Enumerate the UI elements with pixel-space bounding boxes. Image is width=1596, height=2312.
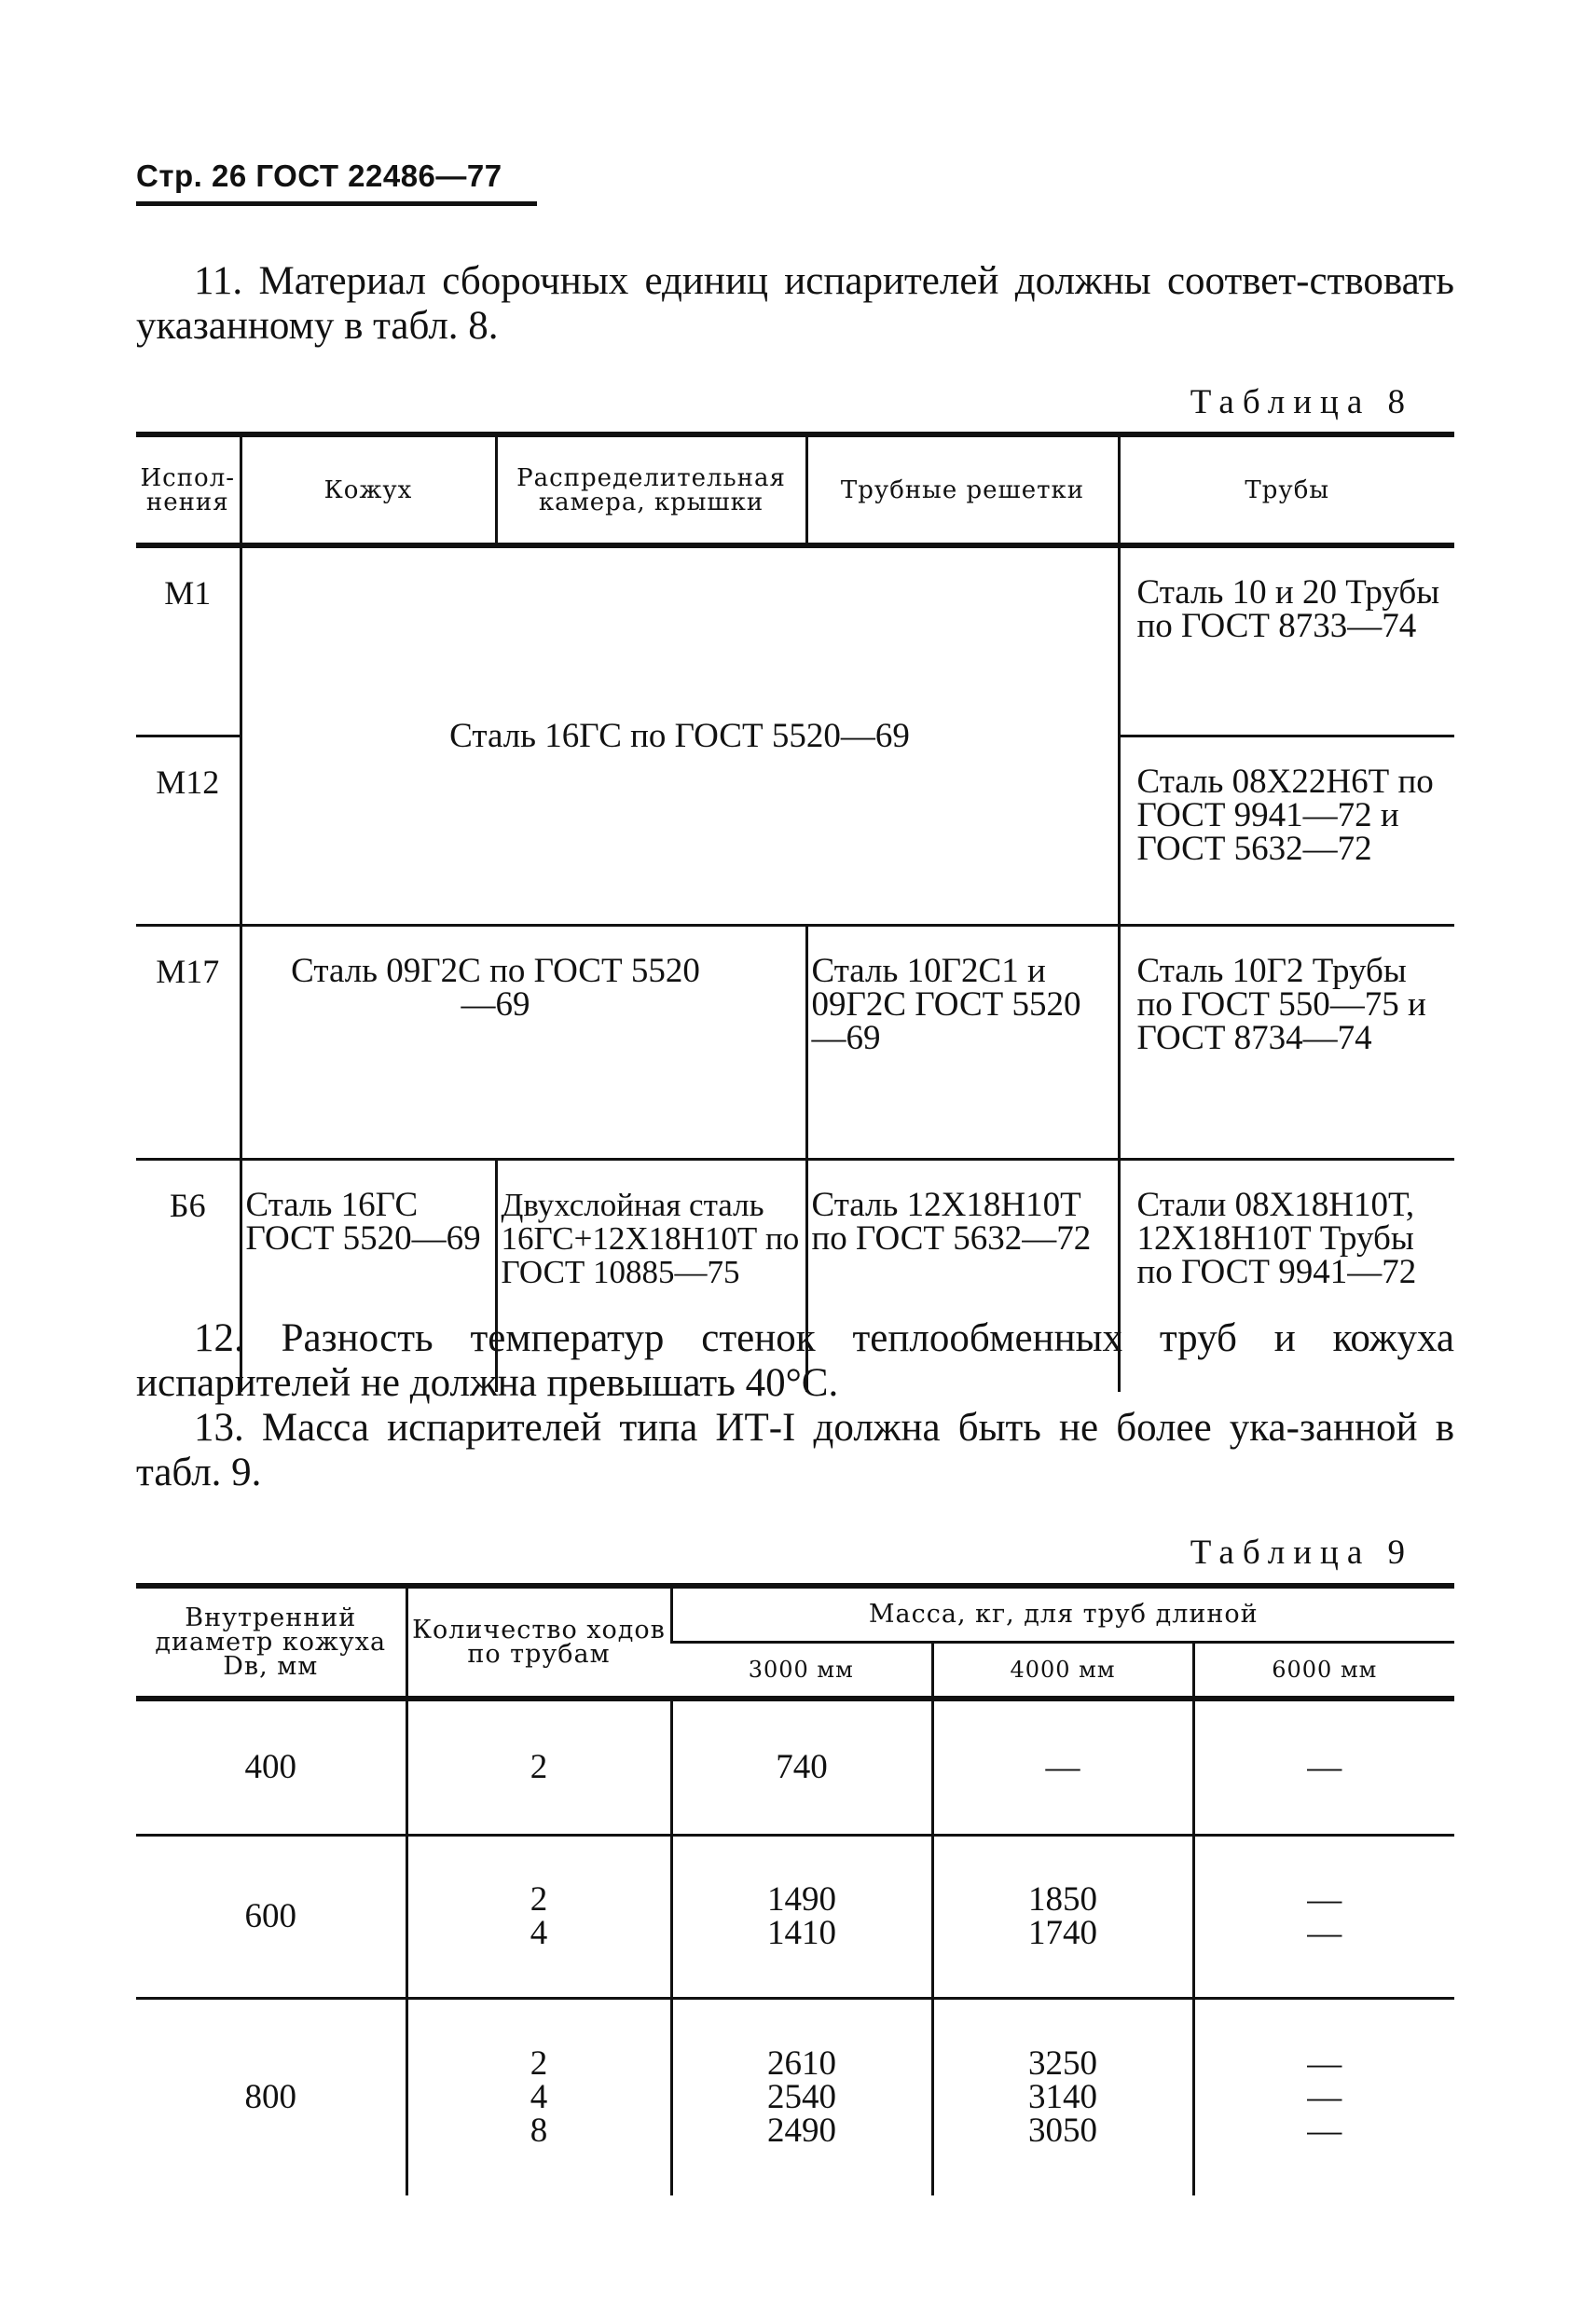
table8-header-shell: Кожух [241, 434, 496, 545]
table9-header-3000: 3000 мм [671, 1643, 932, 1700]
paragraph-13: 13. Масса испарителей типа ИТ-I должна быть не более ука-занной в табл. 9. [136, 1406, 1454, 1494]
table8-header-row [136, 434, 1454, 545]
table9-m3000-600 [671, 1836, 932, 1999]
table9-value: 3140 [1028, 2078, 1097, 2116]
paragraph-11: 11. Материал сборочных единиц испарителей должны соответ-ствовать указанному в табл. 8. [136, 259, 1454, 348]
table8-shell-chamber-m17: Сталь 09Г2С по ГОСТ 5520—69 [241, 926, 806, 1160]
table9-header-passes: Количество ходов по трубам [406, 1586, 671, 1699]
table8-merged-m1-m12: Сталь 16ГС по ГОСТ 5520—69 [241, 545, 1119, 926]
table9-value: — [1307, 2112, 1342, 2150]
table9-value: 8 [530, 2112, 548, 2150]
table9-header-4000: 4000 мм [932, 1643, 1193, 1700]
table8-tube-sheets-m17: Сталь 10Г2С1 и 09Г2С ГОСТ 5520—69 [806, 926, 1119, 1160]
table9-row-400 [136, 1699, 1454, 1836]
table8-code-m1: М1 [164, 574, 212, 612]
table8-tubes-b6: Стали 08Х18Н10Т, 12Х18Н10Т Трубы по ГОСТ 9941—72 [1119, 1160, 1454, 1393]
table-9 [136, 1583, 1454, 2195]
table9-value: 1490 [767, 1880, 836, 1919]
table9-m4000-400 [932, 1699, 1193, 1836]
table8-code-m17: М17 [136, 926, 241, 1160]
page-header [136, 158, 537, 206]
table9-diameter-400: 400 [136, 1699, 406, 1836]
table8-chamber-b6: Двухслойная сталь 16ГС+12Х18Н10Т по ГОСТ 10885—75 [496, 1160, 806, 1393]
table-8 [136, 432, 1454, 1392]
table9-m6000-400 [1193, 1699, 1454, 1836]
table9-m4000-800 [932, 1999, 1193, 2196]
table9-m3000-800 [671, 1999, 932, 2196]
table9-value: 4 [530, 2078, 548, 2116]
table8-header-chamber: Распределительная камера, крышки [496, 434, 806, 545]
table8-code-b6: Б6 [136, 1160, 241, 1393]
table9-value: 1740 [1028, 1914, 1097, 1952]
table9-header-6000: 6000 мм [1193, 1643, 1454, 1700]
table9-value: 1410 [767, 1914, 836, 1952]
table8-code-m12: М12 [136, 736, 241, 926]
table9-value: — [1307, 1914, 1342, 1952]
table9-m6000-600 [1193, 1836, 1454, 1999]
table9-header-diameter-unit: Dв, мм [223, 1651, 319, 1681]
table9-value: 2 [530, 1880, 548, 1919]
table9-value: 2540 [767, 2078, 836, 2116]
table9-value: 3050 [1028, 2112, 1097, 2150]
table8-header-tube-sheets: Трубные решетки [806, 434, 1119, 545]
table8-tubes-m1: Сталь 10 и 20 Трубы по ГОСТ 8733—74 [1119, 545, 1454, 736]
header-rule [136, 201, 537, 206]
table9-header-diameter-label: Внутренний диаметр кожуха [155, 1603, 387, 1657]
table9-passes-800 [406, 1999, 671, 2196]
table9-value: 2 [530, 1748, 548, 1786]
table9-value: — [1307, 1748, 1342, 1786]
table8-tubes-m12: Сталь 08Х22Н6Т по ГОСТ 9941—72 и ГОСТ 5632—72 [1119, 736, 1454, 926]
table9-value: 2 [530, 2044, 548, 2083]
table9-value: 3250 [1028, 2044, 1097, 2083]
table9-m3000-400 [671, 1699, 932, 1836]
table9-value: — [1045, 1748, 1080, 1786]
table9-row-800 [136, 1999, 1454, 2196]
table9-value: 740 [776, 1748, 828, 1786]
page-header-text: Стр. 26 ГОСТ 22486—77 [136, 158, 502, 193]
table9-row-600 [136, 1836, 1454, 1999]
paragraph-12: 12. Разность температур стенок теплообменных труб и кожуха испарителей не должна превышать 40°С. [136, 1316, 1454, 1405]
table8-caption: Таблица 8 [1190, 383, 1413, 421]
table9-m6000-800 [1193, 1999, 1454, 2196]
table8-tubes-m17: Сталь 10Г2 Трубы по ГОСТ 550—75 и ГОСТ 8734—74 [1119, 926, 1454, 1160]
table9-diameter-600: 600 [136, 1836, 406, 1999]
table9-passes-400 [406, 1699, 671, 1836]
table9-m4000-600 [932, 1836, 1193, 1999]
table9-value: — [1307, 2044, 1342, 2083]
table8-row-m17 [136, 926, 1454, 1160]
table9-diameter-800: 800 [244, 2078, 296, 2116]
table9-value: — [1307, 2078, 1342, 2116]
table9-header-diameter [136, 1586, 406, 1699]
table8-shell-b6: Сталь 16ГС ГОСТ 5520—69 [241, 1160, 496, 1393]
table9-header-row-1 [136, 1586, 1454, 1643]
table8-row-m1 [136, 545, 1454, 736]
table9-value: — [1307, 1880, 1342, 1919]
table8-tube-sheets-b6: Сталь 12Х18Н10Т по ГОСТ 5632—72 [806, 1160, 1119, 1393]
table9-value: 4 [530, 1914, 548, 1952]
table8-header-version: Испол-нения [136, 434, 241, 545]
table9-value: 2610 [767, 2044, 836, 2083]
table9-value: 1850 [1028, 1880, 1097, 1919]
table9-passes-600 [406, 1836, 671, 1999]
table9-caption: Таблица 9 [1190, 1534, 1413, 1572]
table8-header-tubes: Трубы [1119, 434, 1454, 545]
table9-header-mass: Масса, кг, для труб длиной [671, 1586, 1454, 1643]
table9-value: 2490 [767, 2112, 836, 2150]
